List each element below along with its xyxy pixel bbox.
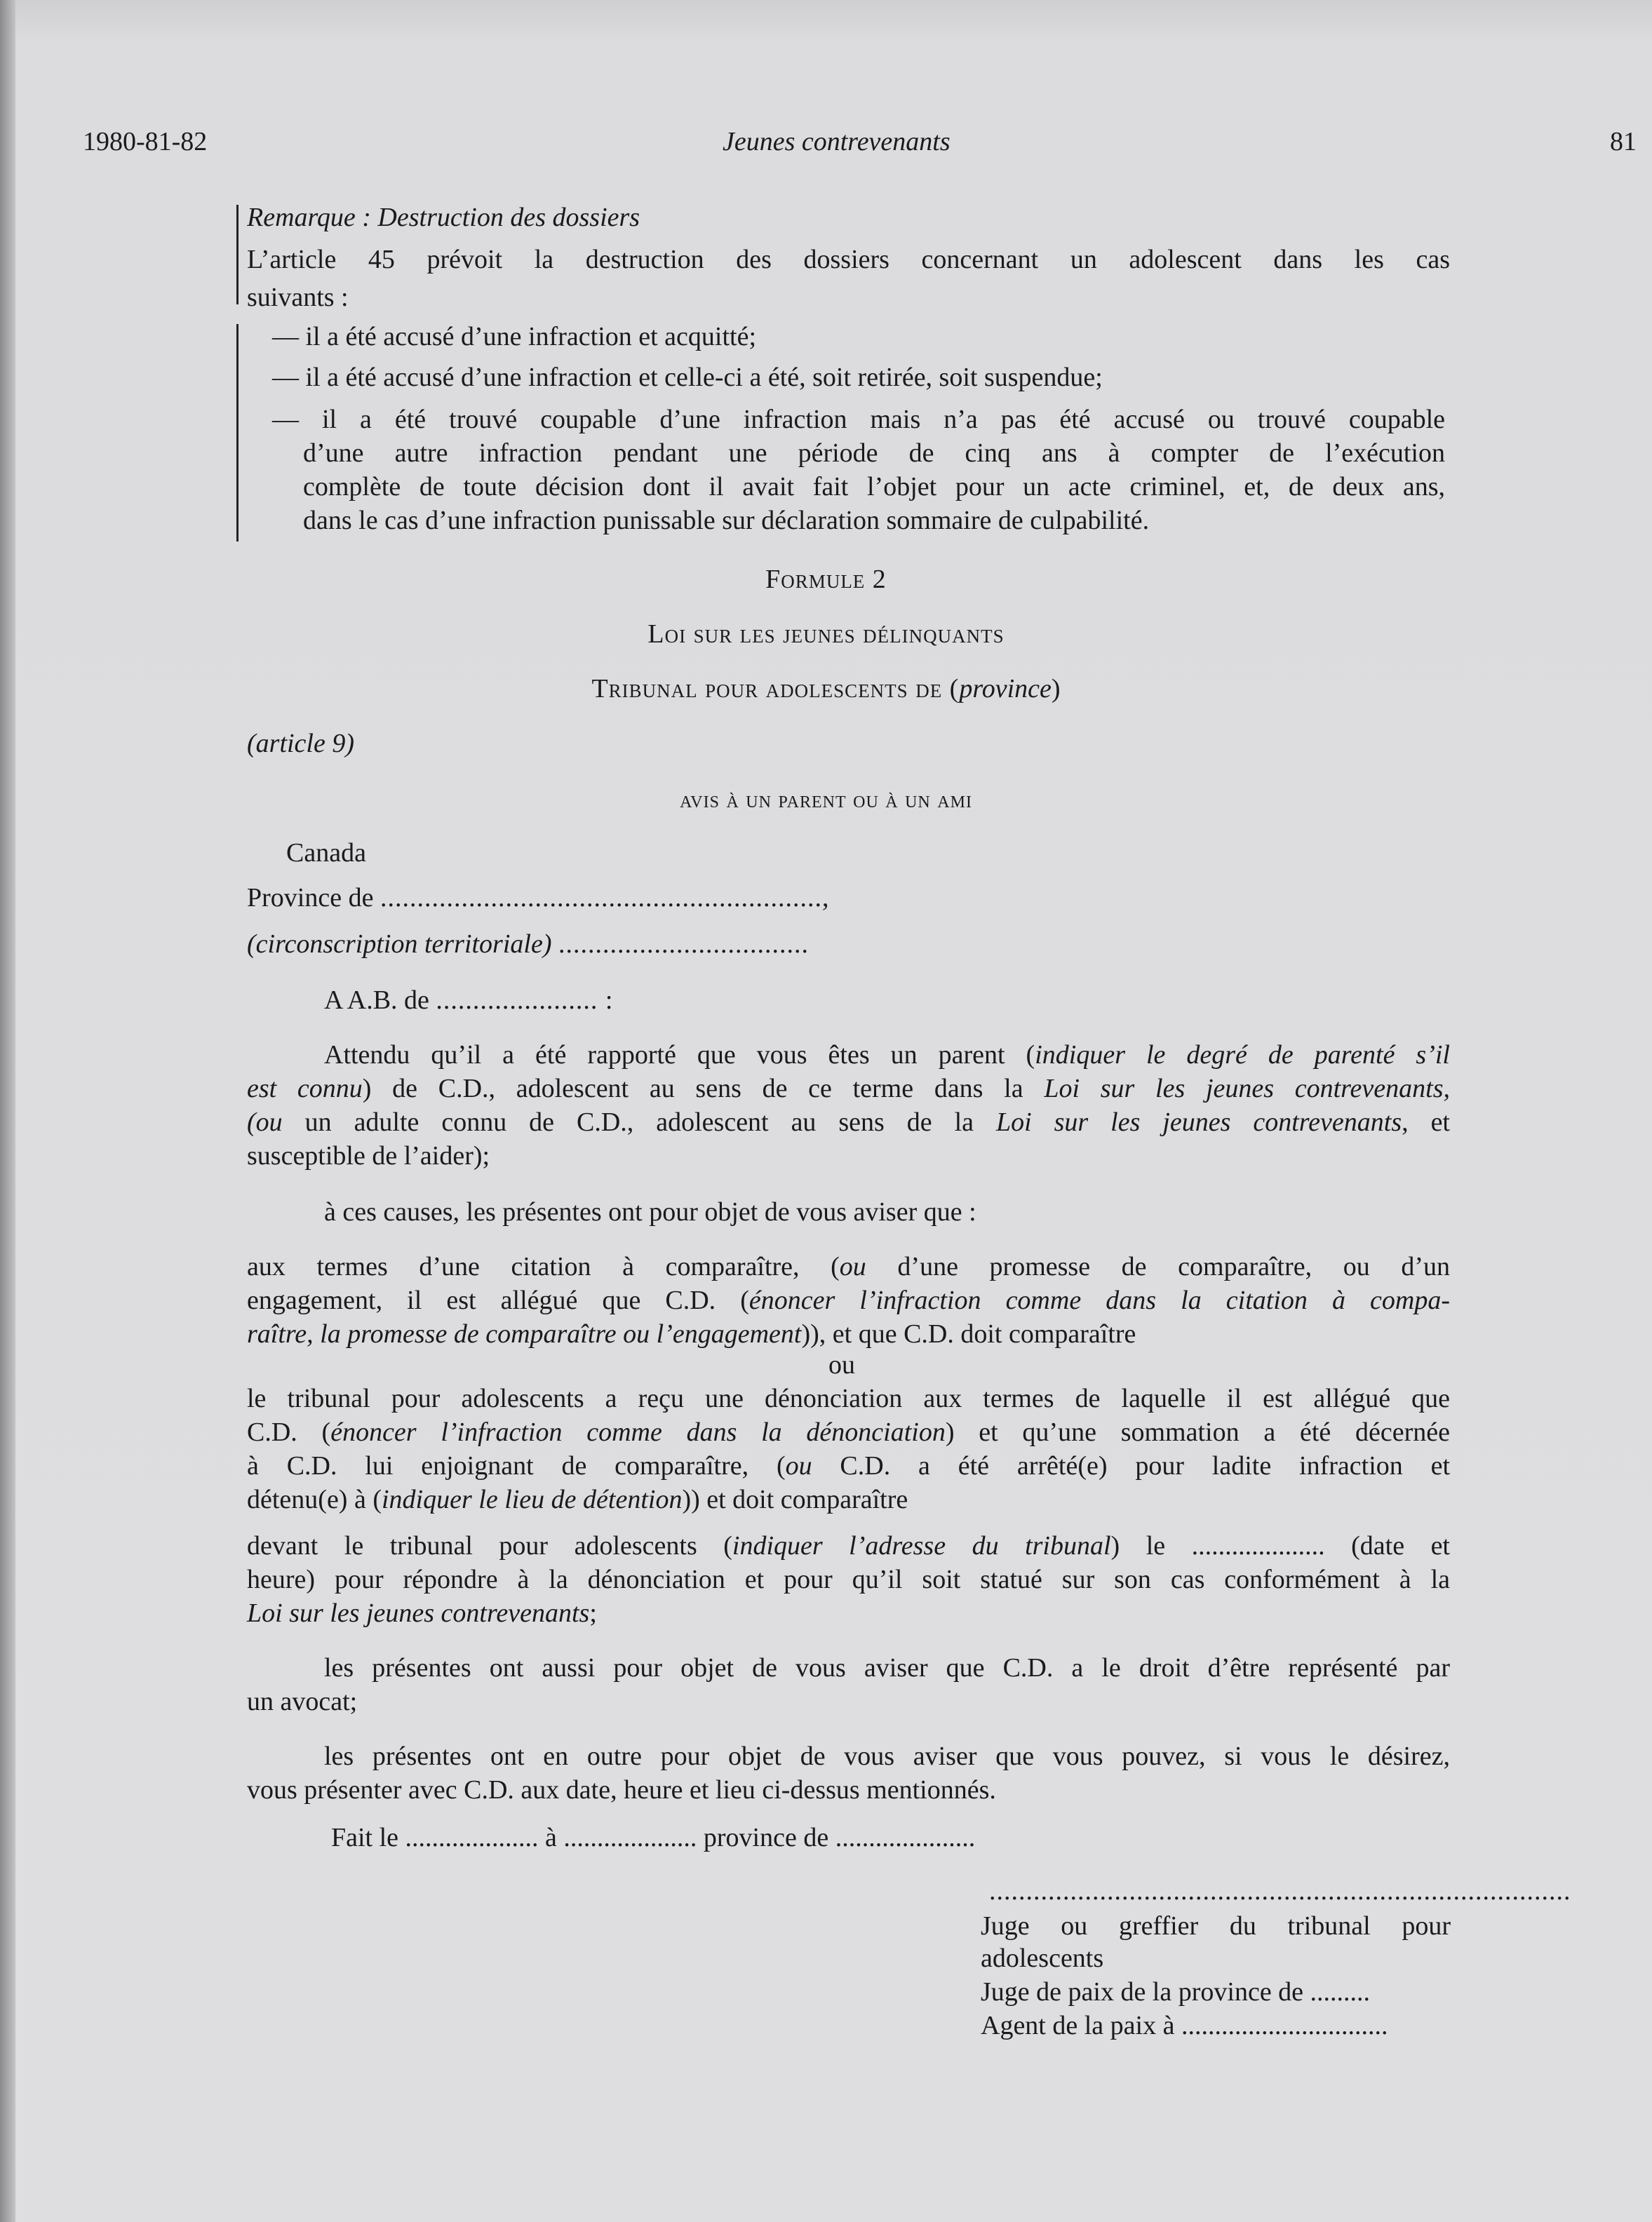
remark-bullet-3-line4: dans le cas d’une infraction punissable sur déclaration sommaire de culpabilité. bbox=[303, 506, 1150, 535]
para5-line3: Loi sur les jeunes contrevenants; bbox=[247, 1598, 597, 1628]
page-binding-edge bbox=[0, 0, 15, 2222]
remark-bar-bottom bbox=[236, 324, 239, 541]
remark-intro-line2: suivants : bbox=[247, 283, 349, 312]
done-at-line: Fait le .................... à .................... province de ..................... bbox=[331, 1823, 976, 1852]
form-heading: Formule 2 bbox=[765, 565, 887, 594]
header-year: 1980-81-82 bbox=[83, 127, 208, 156]
address-circonscription: (circonscription territoriale) .................................. bbox=[247, 929, 809, 959]
para1-line2: est connu) de C.D., adolescent au sens de ce terme dans la Loi sur les jeunes contrevenants, bbox=[247, 1074, 1450, 1103]
notice-title: avis à un parent ou à un ami bbox=[680, 787, 972, 813]
para3-line2: engagement, il est allégué que C.D. (énoncer l’infraction comme dans la citation à compa- bbox=[247, 1286, 1450, 1315]
signature-dots: ............................................................................... bbox=[989, 1876, 1571, 1906]
or-separator: ou bbox=[828, 1350, 855, 1380]
remark-bullet-3-line2: d’une autre infraction pendant une période de cinq ans à compter de l’exécution bbox=[303, 438, 1445, 468]
para1-line3: (ou un adulte connu de C.D., adolescent au sens de la Loi sur les jeunes contrevenants, et bbox=[247, 1107, 1450, 1137]
form-tribunal-title: Tribunal pour adolescents de (province) bbox=[591, 674, 1061, 703]
remark-intro-line1: L’article 45 prévoit la destruction des dossiers concernant un adolescent dans les cas bbox=[247, 245, 1450, 274]
para4-line1: le tribunal pour adolescents a reçu une dénonciation aux termes de laquelle il est allégué que bbox=[247, 1384, 1450, 1413]
form-article: (article 9) bbox=[247, 729, 355, 758]
header-page-number: 81 bbox=[1610, 127, 1637, 156]
form-law-title: Loi sur les jeunes délinquants bbox=[647, 619, 1005, 649]
para1-line4: susceptible de l’aider); bbox=[247, 1141, 490, 1171]
para5-line1: devant le tribunal pour adolescents (indiquer l’adresse du tribunal) le .................... (date et bbox=[247, 1531, 1450, 1561]
remark-bullet-3-line3: complète de toute décision dont il avait fait l’objet pour un acte criminel, et, de deux ans, bbox=[303, 472, 1445, 501]
para6-line1: les présentes ont aussi pour objet de vous aviser que C.D. a le droit d’être représenté par bbox=[324, 1653, 1450, 1683]
para3-line3: raître, la promesse de comparaître ou l’engagement)), et que C.D. doit comparaître bbox=[247, 1319, 1136, 1349]
para7-line1: les présentes ont en outre pour objet de vous aviser que vous pouvez, si vous le désirez, bbox=[324, 1742, 1450, 1771]
address-province: Province de ............................................................, bbox=[247, 883, 830, 913]
remark-title: Remarque : Destruction des dossiers bbox=[247, 203, 640, 232]
signature-judge-line2: adolescents bbox=[981, 1944, 1104, 1973]
address-canada: Canada bbox=[286, 838, 366, 868]
signature-judge-line1: Juge ou greffier du tribunal pour bbox=[981, 1911, 1451, 1941]
signature-peace-officer: Agent de la paix à ............................... bbox=[981, 2011, 1388, 2040]
remark-bullet-2: — il a été accusé d’une infraction et celle-ci a été, soit retirée, soit suspendue; bbox=[272, 363, 1103, 392]
remark-bar-top bbox=[236, 205, 239, 304]
para1-line1: Attendu qu’il a été rapporté que vous êtes un parent (indiquer le degré de parenté s’il bbox=[324, 1040, 1450, 1070]
para7-line2: vous présenter avec C.D. aux date, heure et lieu ci-dessus mentionnés. bbox=[247, 1775, 996, 1805]
para4-line4: détenu(e) à (indiquer le lieu de détention)) et doit comparaître bbox=[247, 1485, 908, 1514]
address-to: A A.B. de ...................... : bbox=[324, 985, 614, 1015]
para5-line2: heure) pour répondre à la dénonciation et pour qu’il soit statué sur son cas conformément à la bbox=[247, 1565, 1450, 1594]
para2: à ces causes, les présentes ont pour objet de vous aviser que : bbox=[324, 1197, 976, 1227]
para6-line2: un avocat; bbox=[247, 1687, 358, 1716]
remark-bullet-1: — il a été accusé d’une infraction et acquitté; bbox=[272, 322, 757, 351]
para4-line3: à C.D. lui enjoignant de comparaître, (ou C.D. a été arrêté(e) pour ladite infraction et bbox=[247, 1451, 1450, 1481]
para4-line2: C.D. (énoncer l’infraction comme dans la dénonciation) et qu’une sommation a été décernée bbox=[247, 1418, 1450, 1447]
signature-justice: Juge de paix de la province de ......... bbox=[981, 1977, 1371, 2007]
para3-line1: aux termes d’une citation à comparaître, (ou d’une promesse de comparaître, ou d’un bbox=[247, 1252, 1450, 1281]
header-title: Jeunes contrevenants bbox=[723, 127, 951, 156]
remark-bullet-3-line1: — il a été trouvé coupable d’une infraction mais n’a pas été accusé ou trouvé coupable bbox=[272, 405, 1445, 434]
